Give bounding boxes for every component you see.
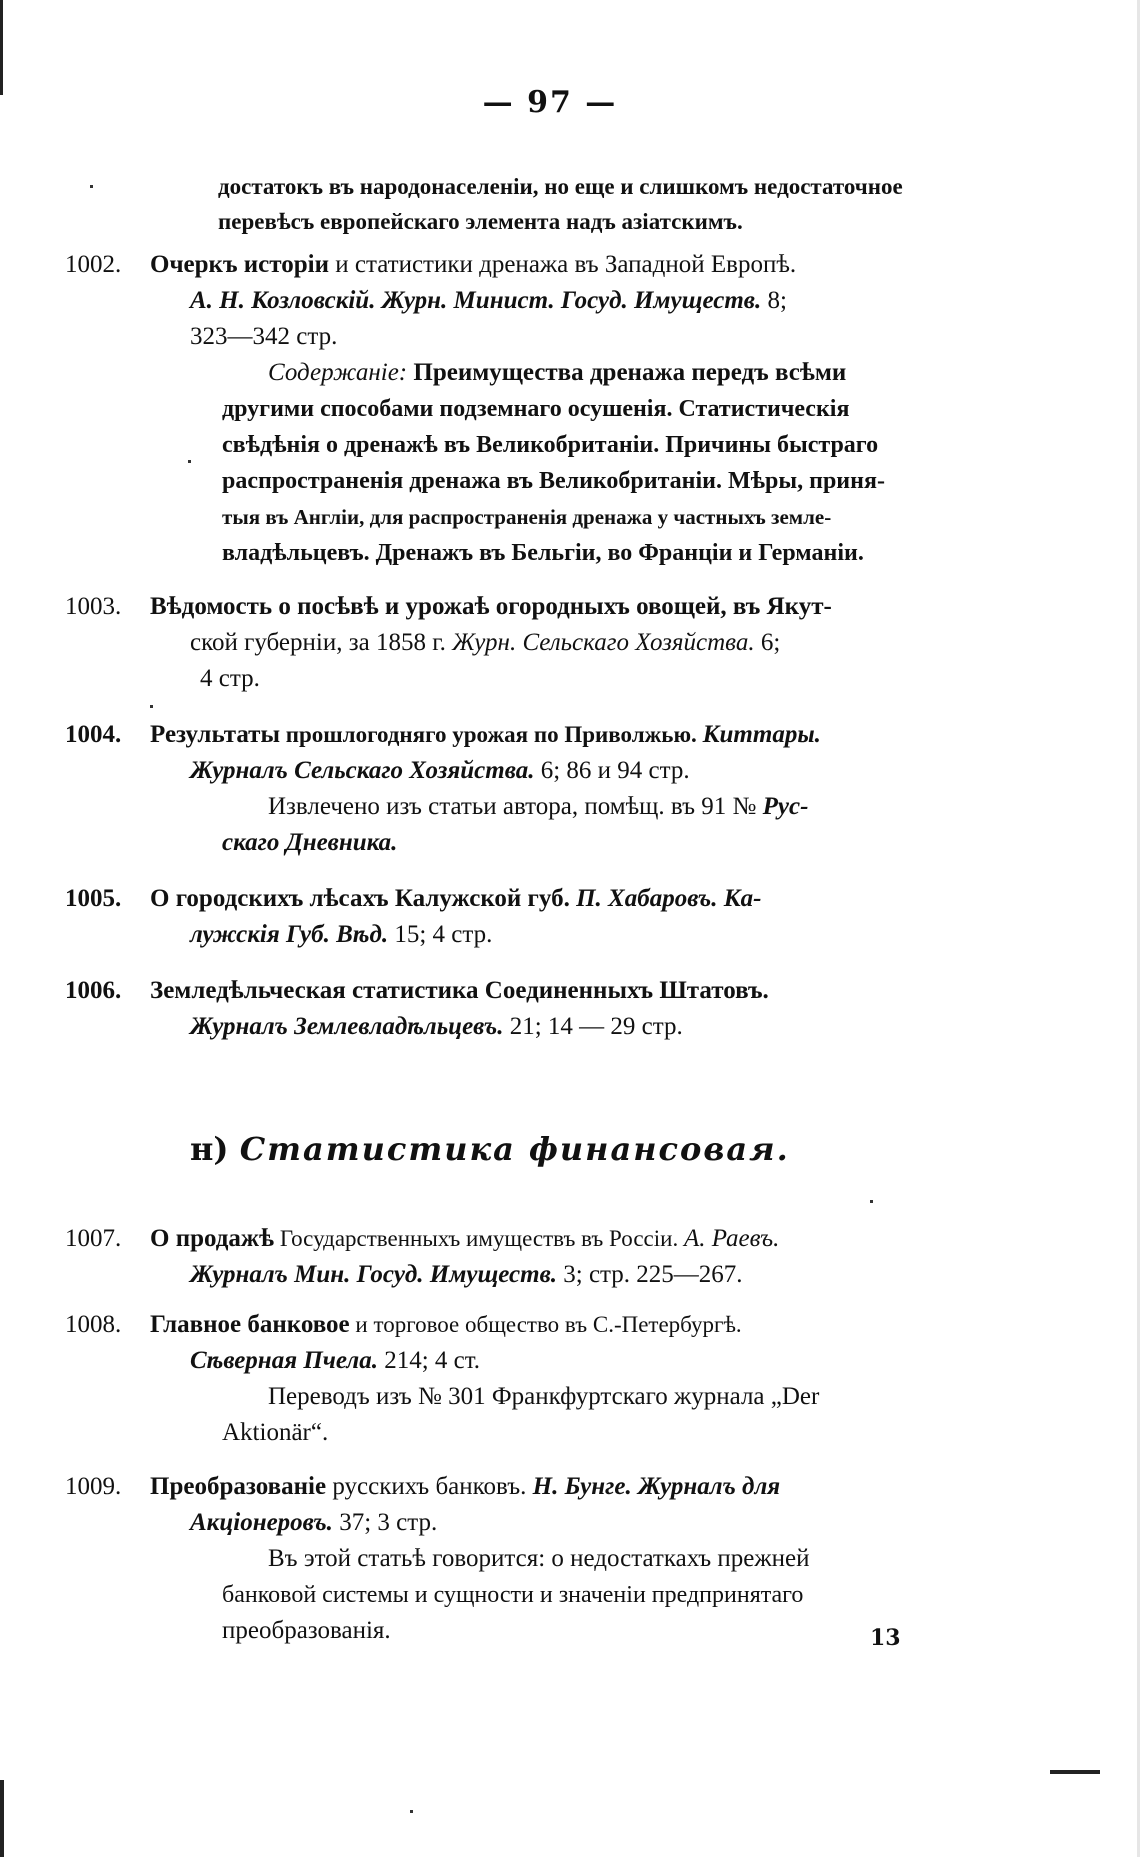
text-line: банковой системы и сущности и значеніи предпринятаго [222, 1582, 804, 1608]
text-line: Aktionär“. [222, 1419, 329, 1446]
entry-number: 1004. [65, 721, 122, 748]
section-heading [190, 1130, 790, 1168]
entry-author: Н. Бунге. Журналъ для [532, 1473, 781, 1500]
text-line: Въ этой статьѣ говорится: о недостаткахъ прежней [268, 1545, 810, 1572]
text-line: 4 стр. [200, 665, 260, 692]
text-line: владѣльцевъ. Дренажъ въ Бельгіи, во Франціи и Германіи. [222, 540, 864, 566]
entry-title: Земледѣльческая статистика [150, 977, 479, 1004]
text-span: 37; 3 стр. [332, 1509, 438, 1536]
entry-line [150, 1222, 779, 1256]
entry-source: Сѣверная Пчела. [190, 1347, 378, 1374]
scan-speck [90, 185, 93, 188]
entry-number: 1002. [65, 251, 122, 278]
text-span: ской губерніи, за 1858 г. [190, 629, 453, 656]
entry-line [190, 1258, 743, 1292]
text-span: и статистики дренажа въ Западной Европѣ. [328, 251, 797, 278]
text-span: Соединенныхъ Штатовъ. [478, 977, 769, 1004]
entry-line [190, 626, 780, 660]
text-line: достатокъ въ народонаселеніи, но еще и слишкомъ недостаточное [218, 174, 903, 199]
entry-author: А. Раевъ. [683, 1225, 780, 1252]
text-line: перевѣсъ европейскаго элемента надъ азіатскимъ. [218, 209, 743, 234]
entry-title: Вѣдомость о посѣвѣ [150, 593, 379, 620]
entry-source: Журналъ Мин. Госуд. Имуществ. [190, 1261, 557, 1288]
text-span: Государственныхъ имуществъ въ Россіи. [274, 1226, 684, 1251]
entry-number: 1008. [65, 1311, 122, 1338]
entry-line [190, 918, 492, 952]
entry-line [190, 754, 690, 788]
signature-mark: 13 [870, 1625, 901, 1651]
entry-line [190, 1506, 437, 1540]
entry-line [150, 1308, 742, 1342]
section-letter: н) [190, 1130, 229, 1168]
entry-author: П. Хабаровъ. Ка- [576, 885, 762, 912]
text-span: 6; 86 и 94 стр. [534, 757, 690, 784]
entry-title: О продажѣ [150, 1225, 275, 1252]
text-span: 6; [754, 629, 781, 656]
entry-source: Журналъ Сельскаго Хозяйства. [190, 757, 535, 784]
entry-author: Киттары. [702, 721, 821, 748]
entry-line [150, 590, 832, 624]
scan-mark [1050, 1770, 1100, 1774]
entry-number: 1005. [65, 885, 122, 912]
text-span: русскихъ банковъ. [326, 1473, 533, 1500]
entry-source: Журн. Сельскаго Хозяйства. [452, 629, 755, 656]
scan-edge-bottom [0, 1780, 4, 1857]
entry-title: Преобразованіе [150, 1473, 327, 1500]
entry-source: Акціонеровъ. [190, 1509, 333, 1536]
text-line: другими способами подземнаго осушенія. Статистическія [222, 396, 850, 422]
entry-line [150, 718, 821, 752]
entry-line [268, 790, 808, 824]
text-span: Содержаніе: [268, 359, 408, 386]
entry-line [150, 1470, 780, 1504]
scan-speck [410, 1810, 413, 1813]
entry-source: А. Н. Козловскій. Журн. Минист. Госуд. Имуществ. [190, 287, 762, 314]
text-span: прошлогодняго урожая по Приволжью. [279, 722, 703, 747]
entry-line [190, 1344, 480, 1378]
entry-source: лужскія Губ. Вѣд. [190, 921, 389, 948]
text-span: 3; стр. 225—267. [557, 1261, 743, 1288]
section-title: Статистика финансовая. [239, 1130, 790, 1168]
text-span: 21; 14 — 29 стр. [503, 1013, 683, 1040]
entry-number: 1003. [65, 593, 122, 620]
text-line: 323—342 стр. [190, 323, 338, 350]
text-line: распространенія дренажа въ Великобританіи. Мѣры, приня- [222, 468, 885, 494]
entry-line [150, 882, 761, 916]
entry-line [150, 248, 796, 282]
text-line: свѣдѣнія о дренажѣ въ Великобританіи. Причины быстраго [222, 432, 879, 458]
entry-line [150, 974, 769, 1008]
entry-number: 1009. [65, 1473, 122, 1500]
text-span: Извлечено изъ статьи автора, помѣщ. въ 91 № [268, 793, 763, 820]
text-line: преобразованія. [222, 1617, 391, 1644]
scan-speck [188, 460, 191, 463]
text-span: 214; 4 ст. [377, 1347, 481, 1374]
entry-title: Главное банковое [150, 1311, 350, 1338]
entry-line [268, 356, 846, 390]
entry-source: Журналъ Землевладѣльцевъ. [190, 1013, 504, 1040]
text-span: и урожаѣ огородныхъ овощей, въ Якут- [378, 593, 832, 620]
entry-title: Очеркъ исторіи [150, 251, 329, 278]
scan-edge-top [0, 0, 3, 95]
text-span: скаго Дневника. [222, 829, 398, 856]
text-span: и торговое общество въ С.-Петербургѣ. [349, 1312, 742, 1337]
entry-title: Результаты [150, 721, 280, 748]
text-span: Преимущества дренажа передъ всѣми [407, 359, 847, 386]
page-number-header: — 97 — [482, 85, 618, 120]
text-span: Рус- [762, 793, 809, 820]
text-span: 8; [761, 287, 787, 314]
scan-speck [150, 705, 153, 708]
entry-line [190, 1010, 683, 1044]
entry-number: 1006. [65, 977, 122, 1004]
text-line: тыя въ Англіи, для распространенія дренажа у частныхъ земле- [222, 505, 832, 529]
text-line [222, 826, 397, 860]
text-span: Калужской губ. [388, 885, 577, 912]
scan-speck [870, 1200, 873, 1203]
text-line: Переводъ изъ № 301 Франкфуртскаго журнала „Der [268, 1383, 820, 1410]
text-span: 15; 4 стр. [388, 921, 493, 948]
entry-title: О городскихъ лѣсахъ [150, 885, 389, 912]
entry-line [190, 284, 787, 318]
entry-number: 1007. [65, 1225, 122, 1252]
